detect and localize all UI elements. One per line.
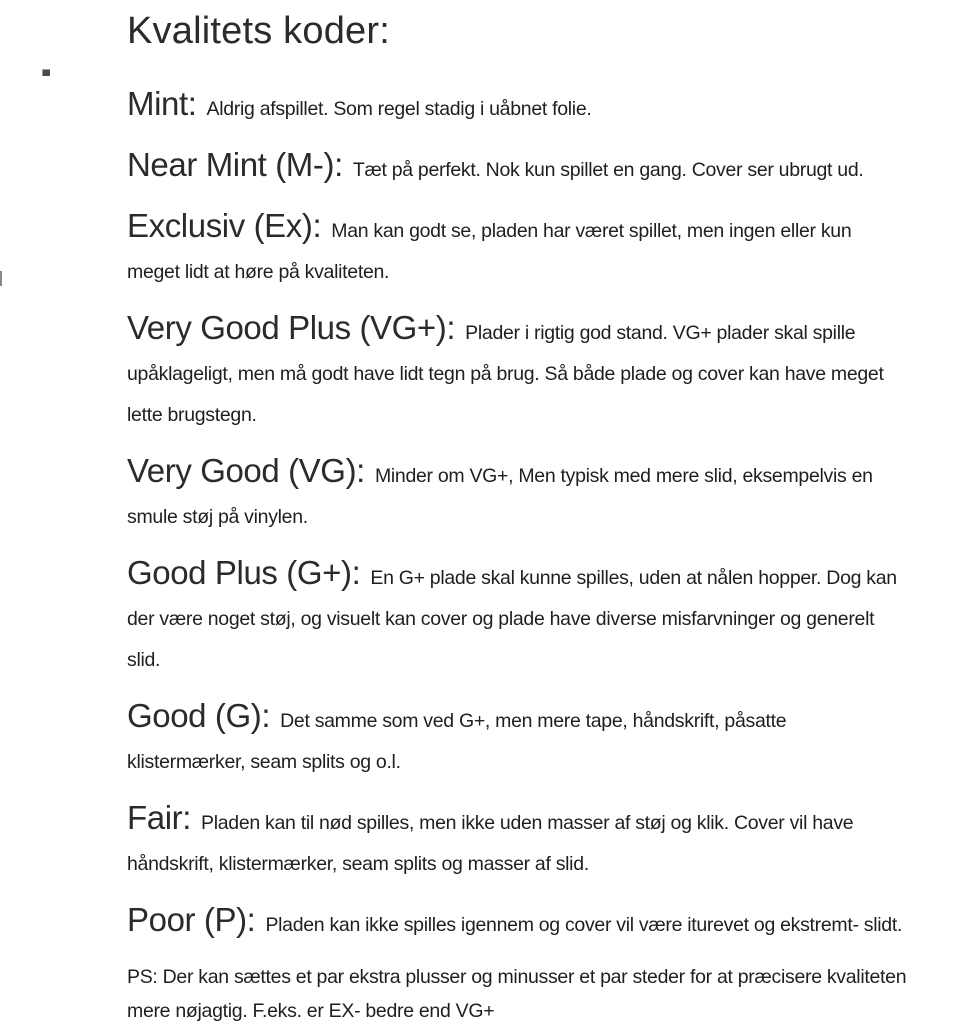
grade-entry (127, 695, 909, 783)
grade-entry (127, 450, 909, 538)
grade-term: Fair: (127, 799, 192, 836)
grade-entry (127, 83, 909, 130)
grade-term: Poor (P): (127, 901, 256, 938)
grade-entry (127, 205, 909, 293)
scan-speck-artifact (42, 69, 50, 76)
grade-entry (127, 899, 909, 946)
grade-definition: Pladen kan til nød spilles, men ikke uden masser af støj og klik. Cover vil have håndskrift, klistermærker, seam splits og masser af slid. (127, 812, 854, 875)
grade-definition: Pladen kan ikke spilles igennem og cover vil være iturevet og ekstremt- slidt. (265, 914, 903, 936)
grade-entry (127, 552, 909, 681)
grade-entry (127, 144, 909, 191)
grade-definition: Det samme som ved G+, men mere tape, håndskrift, påsatte klistermærker, seam splits og o.l. (127, 710, 787, 773)
grade-term: Very Good (VG): (127, 452, 365, 489)
grade-entry (127, 307, 909, 436)
grade-definition: Tæt på perfekt. Nok kun spillet en gang. Cover ser ubrugt ud. (352, 159, 864, 181)
grade-definition: Plader i rigtig god stand. VG+ plader skal spille upåklageligt, men må godt have lidt tegn på brug. Så både plade og cover kan have meget lette brugstegn. (127, 322, 884, 426)
postscript: PS: Der kan sættes et par ekstra plusser og minusser et par steder for at præcisere kvaliteten mere nøjagtig. F.eks. er EX- bedre end VG+ (127, 966, 907, 1022)
grade-term: Mint: (127, 85, 197, 122)
page-title: Kvalitets koder: (127, 10, 390, 52)
grade-term: Exclusiv (Ex): (127, 207, 322, 244)
grade-entry (127, 797, 909, 885)
grade-term: Very Good Plus (VG+): (127, 309, 456, 346)
grade-list (127, 83, 909, 946)
grade-definition: Minder om VG+, Men typisk med mere slid, eksempelvis en smule støj på vinylen. (127, 465, 873, 528)
grade-definition: Aldrig afspillet. Som regel stadig i uåbnet folie. (206, 98, 592, 120)
grade-term: Good (G): (127, 697, 271, 734)
grade-term: Good Plus (G+): (127, 554, 361, 591)
scan-edge-mark-artifact (0, 271, 2, 286)
grade-definition: En G+ plade skal kunne spilles, uden at nålen hopper. Dog kan der være noget støj, og visuelt kan cover og plade have diverse misfarvninger og generelt slid. (127, 567, 897, 671)
grade-definition: Man kan godt se, pladen har været spillet, men ingen eller kun meget lidt at høre på kvaliteten. (127, 220, 852, 283)
grade-term: Near Mint (M-): (127, 146, 343, 183)
